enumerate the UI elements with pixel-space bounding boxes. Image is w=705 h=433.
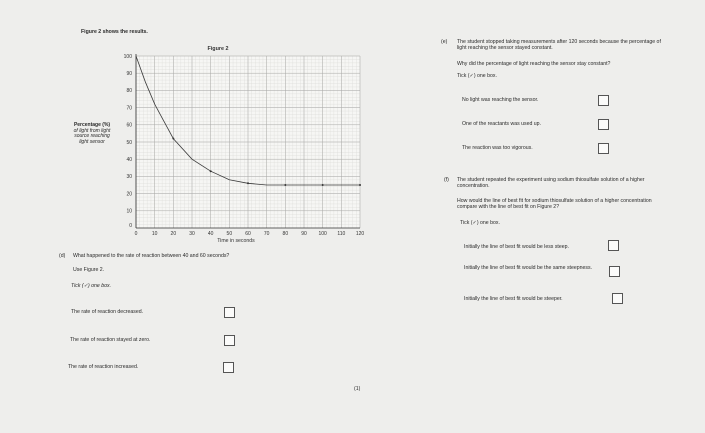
y-tick-label: 50 <box>126 139 132 146</box>
question-d-option-1: The rate of reaction decreased. <box>71 309 144 315</box>
question-f-tick: Tick (✓) one box. <box>460 220 500 226</box>
data-point <box>210 170 212 172</box>
question-d-use: Use Figure 2. <box>73 267 105 273</box>
x-tick-label: 120 <box>355 231 365 237</box>
chart-y-label <box>62 123 122 145</box>
question-e-checkbox-1[interactable] <box>598 95 609 106</box>
x-tick-label: 100 <box>318 231 327 237</box>
x-tick-label: 10 <box>151 231 158 237</box>
question-f-text-line-2: concentration. <box>457 183 490 189</box>
x-tick-label: 90 <box>301 231 307 237</box>
question-d-text: What happened to the rate of reaction between 40 and 60 seconds? <box>73 253 230 259</box>
y-label-line-2: of light from light <box>73 127 111 134</box>
data-point <box>172 138 174 140</box>
chart-title: Figure 2 <box>207 46 229 52</box>
question-d-marks: (1) <box>354 386 361 392</box>
question-f-checkbox-2[interactable] <box>609 266 620 277</box>
question-e-text-line-2: light reaching the sensor stayed constant. <box>457 45 553 51</box>
question-f-checkbox-1[interactable] <box>608 240 619 251</box>
x-tick-label: 70 <box>263 231 270 237</box>
question-f-option-1: Initially the line of best fit would be less steep. <box>464 244 569 250</box>
question-d-tick: Tick (✓) one box. <box>71 283 112 289</box>
y-tick-label: 30 <box>126 174 132 181</box>
question-e-option-1: No light was reaching the sensor. <box>462 97 539 103</box>
question-d-checkbox-2[interactable] <box>224 335 235 346</box>
data-point <box>322 184 324 186</box>
x-tick-label: 110 <box>337 231 346 237</box>
intro-text: Figure 2 shows the results. <box>81 29 148 35</box>
y-label-line-1: Percentage (%) <box>73 122 111 128</box>
question-f-option-3: Initially the line of best fit would be steeper. <box>464 296 563 302</box>
question-f-question-line-1: How would the line of best fit for sodium thiosulfate solution of a higher concentration <box>457 198 652 204</box>
y-label-line-4: light sensor <box>79 138 105 145</box>
question-e-checkbox-2[interactable] <box>598 119 609 130</box>
y-tick-label: 20 <box>126 191 132 198</box>
y-tick-label: 10 <box>126 208 132 215</box>
x-tick-label: 40 <box>207 231 214 237</box>
y-tick-label: 100 <box>123 53 132 60</box>
x-tick-label: 20 <box>170 231 177 237</box>
x-tick-label: 50 <box>226 231 233 237</box>
data-point <box>359 184 361 186</box>
question-d-option-2: The rate of reaction stayed at zero. <box>70 337 151 343</box>
question-f-option-2: Initially the line of best fit would be the same steepness. <box>464 265 593 271</box>
question-d-checkbox-1[interactable] <box>224 307 235 318</box>
x-tick-label: 80 <box>282 231 289 237</box>
y-tick-label: 70 <box>126 105 132 112</box>
question-d-option-3: The rate of reaction increased. <box>68 364 139 370</box>
x-tick-label: 60 <box>245 231 251 237</box>
question-f-number: (f) <box>444 177 449 183</box>
question-f-question-line-2: compare with the line of best fit on Figure 2? <box>457 204 560 210</box>
question-e-option-3: The reaction was too vigorous. <box>462 145 533 151</box>
question-e-checkbox-3[interactable] <box>598 143 609 154</box>
data-point <box>247 182 249 184</box>
question-e-text-line-1: The student stopped taking measurements after 120 seconds because the percentage of <box>457 39 661 45</box>
x-tick-label: 30 <box>189 231 195 237</box>
data-point <box>284 184 286 186</box>
question-e-question: Why did the percentage of light reaching the sensor stay constant? <box>457 61 611 67</box>
y-label-line-3: source reaching <box>74 133 110 140</box>
question-e-option-2: One of the reactants was used up. <box>462 121 542 127</box>
question-e-number: (e) <box>441 39 448 45</box>
question-e-tick: Tick (✓) one box. <box>457 73 497 79</box>
y-tick-label: 80 <box>126 88 132 95</box>
question-d-number: (d) <box>59 253 66 259</box>
y-tick-label: 60 <box>126 122 132 129</box>
question-d-checkbox-3[interactable] <box>223 362 234 373</box>
y-tick-label: 40 <box>126 157 132 163</box>
x-tick-label: 0 <box>134 231 138 237</box>
chart-x-label: Time in seconds <box>217 238 255 244</box>
question-f-text-line-1: The student repeated the experiment using sodium thiosulfate solution of a higher <box>457 177 645 183</box>
question-f-checkbox-3[interactable] <box>612 293 623 304</box>
y-tick-label: 90 <box>126 71 132 77</box>
y-tick-label-zero: 0 <box>129 223 132 229</box>
